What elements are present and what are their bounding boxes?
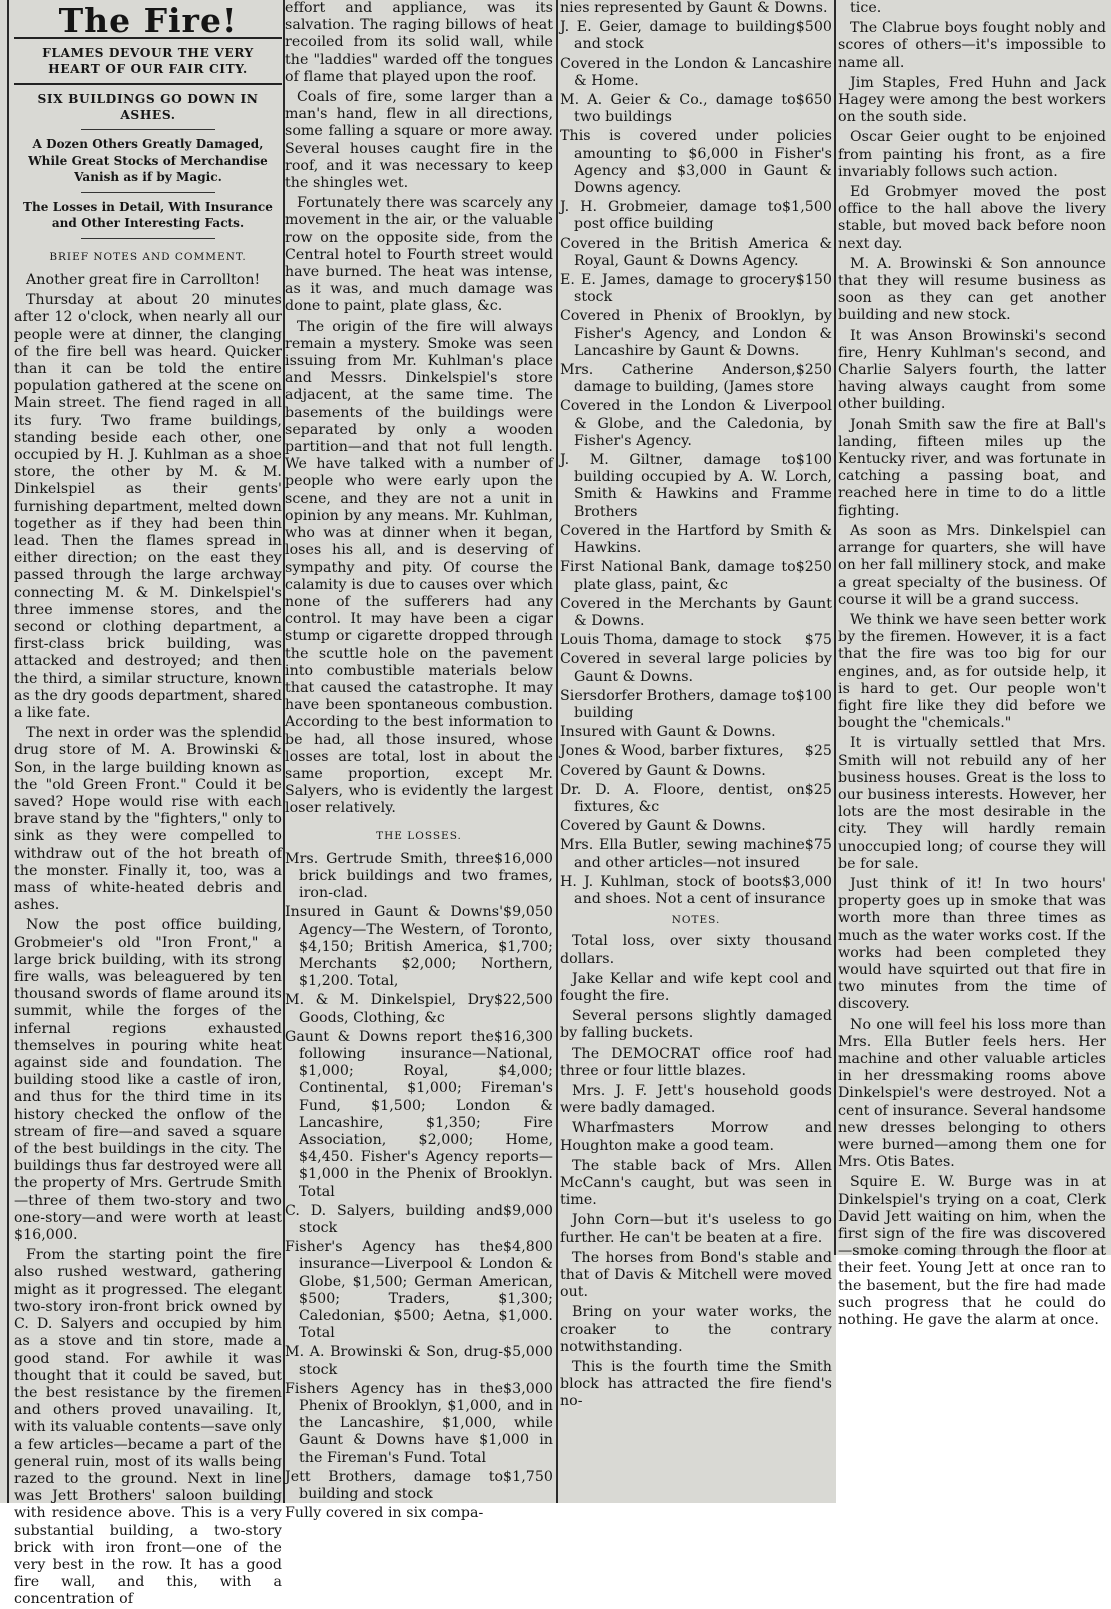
body-paragraph: Another great fire in Carrollton! [26, 271, 261, 288]
loss-amount: $25 [804, 781, 832, 798]
column-rule-left [7, 0, 9, 1503]
loss-description: Dr. D. A. Floore, dentist, on fixtures, &c [560, 781, 805, 815]
deck-headline-2: SIX BUILDINGS GO DOWN IN ASHES. [37, 92, 259, 123]
loss-entry [285, 1505, 553, 1522]
loss-entry [560, 596, 832, 630]
loss-entry [560, 199, 832, 233]
body-paragraph: Now the post office building, Grobmeier's old "Iron Front," a large brick building, with its strong fire walls, was beleaguered by ten thousand swords of flame around its summit, while the forges of the infernal regions exhausted themselves in pouring white heat against side and foundation. The building stood like a castle of iron, and thus for the third time in its history checked the onflow of the stream of fire—and saved a square of the best buildings in the city. The buildings thus far destroyed were all the property of Mrs. Gertrude Smith—three of them two-story and two one-story—and were worth at least $16,000. [14, 917, 282, 1244]
note-paragraph: No one will feel his loss more than Mrs. Ella Butler feels hers. Her machine and other valuable articles in her dressmaking rooms above Dinkelspiel's were destroyed. Not a cent of insurance. Several handsome new dresses belonging to others were burned—among them one for Mrs. Otis Bates. [838, 1016, 1106, 1171]
loss-amount: $100 [795, 452, 832, 469]
loss-description: J. M. Giltner, damage to building occupied by A. W. Lorch, Smith & Hawkins and Framme Brothers [560, 452, 832, 520]
column-4 [838, 0, 1106, 1329]
note-paragraph: Jim Staples, Fred Huhn and Jack Hagey were among the best workers on the south side. [838, 74, 1106, 126]
note-paragraph: M. A. Browinski & Son announce that they will resume business as soon as they can get another building and new stock. [838, 255, 1106, 324]
deck-headline-4: The Losses in Detail, With Insurance and Other Interesting Facts. [23, 199, 273, 231]
losses-list-b [560, 0, 832, 908]
column-rule-3 [834, 0, 836, 1255]
loss-entry [560, 874, 832, 908]
loss-entry [560, 56, 832, 90]
note-paragraph: Jake Kellar and wife kept cool and fought the fire. [560, 970, 832, 1004]
loss-description: Mrs. Catherine Anderson, damage to building, (James store [560, 362, 814, 396]
note-paragraph: John Corn—but it's useless to go further. He can't be beaten at a fire. [560, 1212, 832, 1246]
loss-entry [285, 992, 553, 1026]
loss-description: Covered in the London & Lancashire & Home. [560, 55, 832, 89]
loss-description: Jett Brothers, damage to building and stock [285, 1468, 504, 1503]
loss-entry [285, 1239, 553, 1342]
loss-entry [285, 851, 553, 903]
note-paragraph: It is virtually settled that Mrs. Smith will not rebuild any of her business houses. Great is the loss to our business interests. However, her lots are the most desirable in the city. They will hardly remain unoccupied long; of course they will be for sale. [838, 735, 1106, 872]
note-paragraph: Several persons slightly damaged by falling buckets. [560, 1008, 832, 1042]
deck-rule-3 [81, 192, 215, 193]
loss-entry [560, 818, 832, 835]
loss-description: H. J. Kuhlman, stock of boots and shoes. Not a cent of insurance [560, 873, 826, 907]
loss-entry [560, 763, 832, 780]
body-paragraph: From the starting point the fire also rushed westward, gathering might as it progressed. The elegant two-story iron-front brick owned by C. D. Salyers and occupied by him as a stove and tin store, made a good stand. For awhile it was thought that it could be saved, but the best resistance by the firemen and others proved unavailing. It, with its valuable contents—save only a few articles—became a part of the general ruin, most of its walls being razed to the ground. Next in line was Jett Brothers' saloon building with residence above. This is a very substantial building, a two-story brick with iron front—one of the very best in the row. It has a good fire wall, and this, with a concentration of [14, 1247, 282, 1608]
notes-list-continued [838, 0, 1106, 1329]
loss-amount: $3,000 [503, 1380, 553, 1397]
note-paragraph: Squire E. W. Burge was in at Dinkelspiel's trying on a coat, Clerk David Jett waiting on him, when the first sign of the fire was discovered—smoke coming through the floor at their feet. Young Jett at once ran to the basement, but the fire had made such progress that he could do nothing. He gave the alarm at once. [838, 1174, 1106, 1329]
loss-description: Covered in Phenix of Brooklyn, by Fisher's Agency, and London & Lancashire by Gaunt & Downs. [560, 308, 832, 359]
article-title: The Fire! [58, 1, 238, 40]
note-paragraph: It was Anson Browinski's second fire, Henry Kuhlman's second, and Charlie Salyers fourth, the latter having always caught from some other building. [838, 327, 1106, 413]
loss-entry [560, 651, 832, 685]
loss-entry [560, 523, 832, 557]
note-paragraph: Just think of it! In two hours' property goes up in smoke that was worth more than three times as much as the water works cost. If the works had been completed they would have squirted out that fire in two minutes from the time of discovery. [838, 875, 1106, 1013]
loss-description: Fishers Agency has in the Phenix of Brooklyn, $1,000, and in the Lancashire, $1,000, while Gaunt & Downs have $1,000 in the Fireman's Fund. Total [285, 1380, 553, 1466]
loss-amount: $25 [804, 743, 832, 760]
loss-description: Covered in the British America & Royal, Gaunt & Downs Agency. [560, 235, 832, 269]
note-paragraph: Total loss, over sixty thousand dollars. [560, 933, 832, 967]
body-paragraph: The next in order was the splendid drug store of M. A. Browinski & Son, in the large building known as the "old Green Front." Could it be saved? Hope would rise with each brave stand by the "fighters," only to sink as they were compelled to withdraw out of the hot breath of the monster. Finally it, too, was a mass of white-heated debris and ashes. [14, 725, 282, 914]
loss-description: nies represented by Gaunt & Downs. [560, 0, 828, 16]
loss-entry [560, 272, 832, 306]
section-heading-notes: NOTES. [671, 914, 721, 927]
body-paragraph: Thursday at about 20 minutes after 12 o'clock, when nearly all our people were at dinner, the clanging of the fire bell was heard. Quicker than it can be told the entire population gathered at the scene on Main street. The fiend raged in all its fury. Two frame buildings, standing beside each other, one occupied by H. J. Kuhlman as a shoe store, the other by M. & M. Dinkelspiel as their gents' furnishing department, melted down together as if they had been thin lead. Then the flames spread in either direction; on the east they passed through the large archway connecting M. & M. Dinkelspiel's three immense stores, and the second or clothing department, a first-class brick building, was attacked and destroyed; and then the third, a similar structure, known as the dry goods department, shared a like fate. [14, 292, 282, 721]
body-paragraph: Coals of fire, some larger than a man's hand, flew in all directions, some falling a square or more away. Several houses caught fire in the roof, and it was necessary to keep the shingles wet. [285, 89, 553, 192]
loss-description: Covered by Gaunt & Downs. [560, 762, 766, 779]
deck-rule-4 [81, 238, 215, 239]
note-paragraph: As soon as Mrs. Dinkelspiel can arrange for quarters, she will have on her fall millinery stock, and make a great specialty of the business. Of course it will be a grand success. [838, 522, 1106, 608]
note-paragraph: tice. [850, 0, 882, 16]
note-paragraph: This is the fourth time the Smith block has attracted the fire fiend's no- [560, 1359, 832, 1410]
note-paragraph: The horses from Bond's stable and that of Davis & Mitchell were moved out. [560, 1249, 832, 1301]
column-3 [560, 0, 832, 1503]
loss-amount: $16,300 [493, 1028, 553, 1045]
loss-amount: $75 [804, 632, 832, 649]
loss-entry [560, 128, 832, 197]
loss-entry [560, 0, 832, 17]
loss-description: Mrs. Ella Butler, sewing machine and other articles—not insured [560, 837, 805, 871]
loss-description: J. H. Grobmeier, damage to post office building [560, 199, 783, 233]
loss-entry [285, 1203, 553, 1237]
loss-entry [560, 308, 832, 360]
loss-amount: $250 [795, 362, 832, 379]
note-paragraph: The Clabrue boys fought nobly and scores of others—it's impossible to name all. [838, 20, 1106, 71]
loss-description: Insured in Gaunt & Downs' Agency—The Western, of Toronto, $4,150; British America, $1,700; Merchants $2,000; Northern, $1,200. Total, [285, 904, 553, 990]
loss-description: Gaunt & Downs report the following insurance—National, $1,000; Royal, $4,000; Continental, $1,000; Fireman's Fund, $1,500; London & Lancashire, $1,350; Fire Association, $2,000; Home, $4,450. Fisher's Agency reports—$1,000 in the Phenix of Brooklyn. Total [285, 1028, 553, 1200]
loss-entry [560, 236, 832, 270]
note-paragraph: Mrs. J. F. Jett's household goods were badly damaged. [560, 1082, 832, 1117]
loss-amount: $9,050 [503, 904, 553, 921]
loss-entry [560, 398, 832, 450]
loss-description: Insured with Gaunt & Downs. [560, 724, 776, 741]
loss-description: Fisher's Agency has the insurance—Liverpool & London & Globe, $1,500; German American, $500; Traders, $1,300; Caledonian, $500; Aetna, $1,000. Total [285, 1239, 553, 1342]
deck-rule-1 [14, 83, 282, 85]
loss-amount: $1,500 [782, 199, 832, 216]
column-rule-2 [556, 0, 558, 1503]
loss-entry [560, 632, 832, 649]
loss-description: Jones & Wood, barber fixtures, [560, 743, 784, 760]
loss-description: M. A. Geier & Co., damage to two buildings [560, 92, 796, 126]
deck-rule-2 [81, 129, 215, 130]
loss-amount: $9,000 [503, 1202, 553, 1219]
loss-description: Siersdorfer Brothers, damage to building [560, 687, 796, 721]
column-1 [14, 0, 282, 1608]
loss-entry [560, 92, 832, 126]
loss-description: Louis Thoma, damage to stock [560, 632, 782, 649]
loss-amount: $22,500 [493, 992, 553, 1009]
loss-description: Covered by Gaunt & Downs. [560, 818, 766, 835]
loss-amount: $500 [795, 19, 832, 36]
loss-amount: $16,000 [493, 850, 553, 867]
note-paragraph: We think we have seen better work by the firemen. However, it is a fact that the fire was too big for our engines, and, as for outside help, it is hard to get. Our people won't fight fire like they did before we bought the "chemicals." [838, 611, 1106, 732]
loss-amount: $100 [795, 687, 832, 704]
deck-headline-3: A Dozen Others Greatly Damaged, While Great Stocks of Merchandise Vanish as if by Magic. [28, 137, 268, 185]
body-paragraph: Fortunately there was scarcely any movement in the air, or the valuable row on the opposite side, from the Central hotel to Fourth street would have burned. The heat was intense, as it was, and much damage was done to paint, plate glass, &c. [285, 195, 553, 315]
loss-amount: $5,000 [503, 1344, 553, 1361]
loss-amount: $75 [804, 837, 832, 854]
body-paragraph: The origin of the fire will always remain a mystery. Smoke was seen issuing from Mr. Kuhlman's place and Messrs. Dinkelspiel's store adjacent, at the same time. The basements of the buildings were separated by only a wooden partition—and that not full length. We have talked with a number of people who were early upon the scene, and they are not a unit in opinion by any means. Mr. Kuhlman, who was at dinner when it began, loses his all, and is deserving of sympathy and pity. Of course the calamity is due to causes over which none of the sufferers had any control. It may have been a cigar stump or cigarette dropped through the scuttle hole on the pavement into combustible materials below that caused the catastrophe. It may have been spontaneous combustion. According to the best information to be had, all those insured, whose losses are total, lost in about the same proportion, except Mr. Salyers, who is evidently the largest loser relatively. [285, 318, 553, 817]
loss-description: M. & M. Dinkelspiel, Dry Goods, Clothing, &c [285, 992, 494, 1026]
loss-description: Mrs. Gertrude Smith, three brick buildings and two frames, iron-clad. [285, 850, 553, 902]
loss-amount: $650 [795, 92, 832, 109]
loss-description: E. E. James, damage to grocery stock [560, 272, 796, 306]
note-paragraph: Oscar Geier ought to be enjoined from painting his front, as a fire invariably follows such action. [838, 129, 1106, 180]
note-paragraph: The stable back of Mrs. Allen McCann's caught, but was seen in time. [560, 1157, 832, 1209]
loss-entry [285, 1029, 553, 1201]
loss-entry [560, 19, 832, 53]
loss-amount: $4,800 [503, 1239, 553, 1256]
loss-entry [560, 724, 832, 741]
note-paragraph: The DEMOCRAT office roof had three or four little blazes. [560, 1045, 832, 1079]
section-heading-brief: BRIEF NOTES AND COMMENT. [49, 250, 247, 263]
loss-amount: $1,750 [503, 1468, 553, 1485]
loss-entry [560, 559, 832, 593]
note-paragraph: Bring on your water works, the croaker to the contrary notwithstanding. [560, 1304, 832, 1355]
loss-amount: $250 [795, 559, 832, 576]
loss-amount: $150 [795, 272, 832, 289]
losses-list-a [285, 851, 553, 1523]
column-2 [285, 0, 553, 1522]
loss-entry [560, 837, 832, 871]
loss-entry [285, 904, 553, 990]
loss-entry [285, 1344, 553, 1378]
loss-entry [285, 1469, 553, 1503]
note-paragraph: Jonah Smith saw the fire at Ball's landing, fifteen miles up the Kentucky river, and was fortunate in catching a passing boat, and reached here in time to do a little fighting. [838, 416, 1106, 519]
loss-entry [560, 362, 832, 396]
loss-description: This is covered under policies amounting to $6,000 in Fisher's Agency and $3,000 in Gaunt & Downs agency. [560, 128, 832, 197]
loss-description: First National Bank, damage to plate glass, paint, &c [560, 559, 796, 593]
deck-headline-1: FLAMES DEVOUR THE VERY HEART OF OUR FAIR CITY. [42, 46, 254, 77]
note-paragraph: Ed Grobmyer moved the post office to the hall above the livery stable, but moved back before noon next day. [838, 184, 1106, 252]
loss-description: Covered in several large policies by Gaunt & Downs. [560, 651, 832, 685]
loss-description: Covered in the Merchants by Gaunt & Downs. [560, 595, 832, 629]
body-paragraph: effort and appliance, was its salvation. The raging billows of heat recoiled from its solid wall, while the "laddies" warded off the tongues of flame that played upon the roof. [285, 0, 553, 85]
notes-list [560, 933, 832, 1410]
loss-description: Covered in the Hartford by Smith & Hawkins. [560, 522, 832, 557]
loss-entry [560, 688, 832, 722]
loss-description: J. E. Geier, damage to building and stock [560, 19, 796, 53]
loss-entry [560, 452, 832, 521]
loss-description: M. A. Browinski & Son, drug-stock [285, 1344, 504, 1378]
loss-entry [560, 743, 832, 760]
note-paragraph: Wharfmasters Morrow and Houghton make a good team. [560, 1120, 832, 1154]
loss-description: C. D. Salyers, building and stock [285, 1202, 504, 1237]
loss-description: Covered in the London & Liverpool & Globe, and the Caledonia, by Fisher's Agency. [560, 398, 832, 449]
loss-description: Fully covered in six compa- [285, 1505, 484, 1522]
loss-entry [285, 1381, 553, 1467]
section-heading-losses: THE LOSSES. [376, 829, 462, 842]
loss-amount: $3,000 [782, 873, 832, 890]
loss-entry [560, 782, 832, 816]
